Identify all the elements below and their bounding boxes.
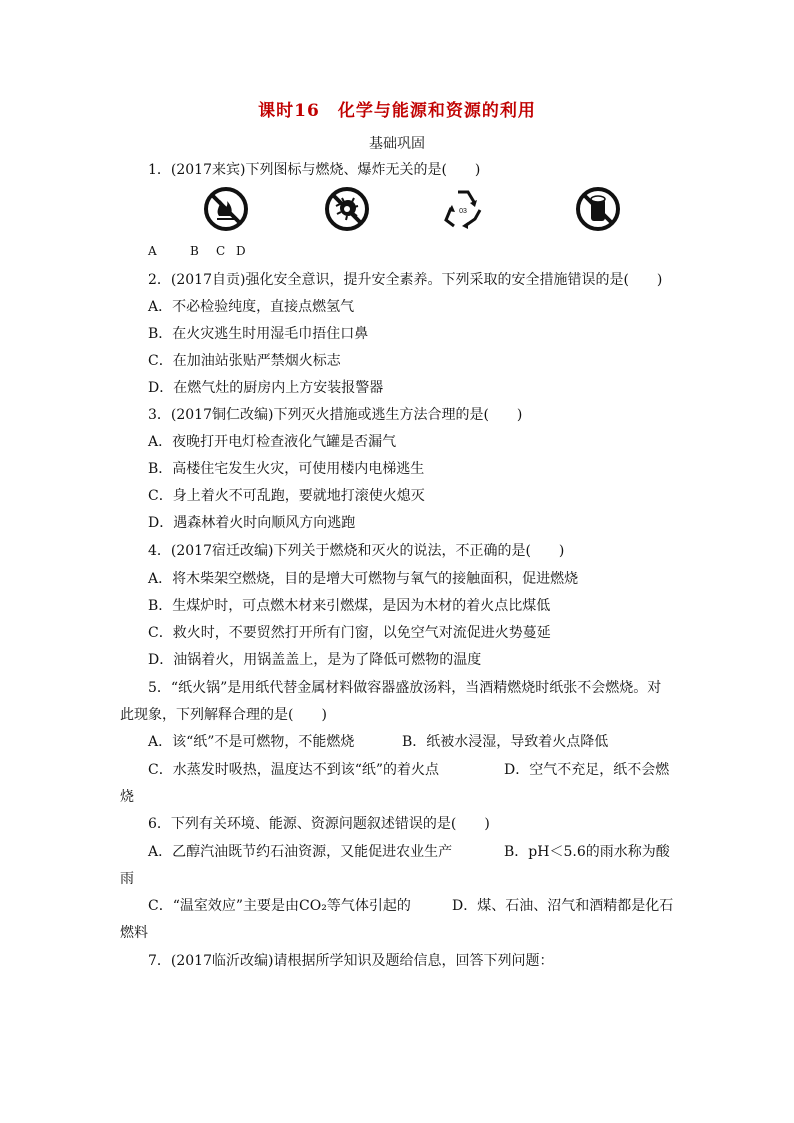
recycle-icon <box>440 186 486 232</box>
question-5-option-d: D．空气不充足，纸不会燃 <box>504 762 670 778</box>
question-1-stem: 1．(2017来宾)下列图标与燃烧、爆炸无关的是( ) <box>148 162 481 178</box>
question-6-option-b: B．pH＜5.6的雨水称为酸 <box>504 844 670 860</box>
option-letter-c: C <box>216 244 226 258</box>
question-3-option-b: B．高楼住宅发生火灾，可使用楼内电梯逃生 <box>148 461 425 477</box>
question-3-option-a: A．夜晚打开电灯检查液化气罐是否漏气 <box>148 434 397 450</box>
question-2-option-d: D．在燃气灶的厨房内上方安装报警器 <box>148 380 384 396</box>
question-4-option-c: C．救火时，不要贸然打开所有门窗，以免空气对流促进火势蔓延 <box>148 625 551 641</box>
question-7-stem: 7．(2017临沂改编)请根据所学知识及题给信息，回答下列问题： <box>148 953 554 969</box>
question-2-option-a: A．不必检验纯度，直接点燃氢气 <box>148 299 355 315</box>
question-6-option-d-continued: 燃料 <box>120 925 148 941</box>
question-5-stem-line-1: 5．“纸火锅”是用纸代替金属材料做容器盛放汤料，当酒精燃烧时纸张不会燃烧。对 <box>148 680 662 696</box>
question-5-option-a: A．该“纸”不是可燃物，不能燃烧 <box>148 734 355 750</box>
question-6-option-d: D．煤、石油、沼气和酒精都是化石 <box>452 898 674 914</box>
question-4-option-a: A．将木柴架空燃烧，目的是增大可燃物与氧气的接触面积，促进燃烧 <box>148 571 579 587</box>
page-title: 课时16 化学与能源和资源的利用 <box>258 101 536 121</box>
no-burning-icon <box>203 186 249 232</box>
option-letter-d: D <box>236 244 246 258</box>
question-4-stem: 4．(2017宿迁改编)下列关于燃烧和灭火的说法，不正确的是( ) <box>148 543 565 559</box>
question-3-stem: 3．(2017铜仁改编)下列灭火措施或逃生方法合理的是( ) <box>148 407 523 423</box>
question-2-option-c: C．在加油站张贴严禁烟火标志 <box>148 353 341 369</box>
svg-text:03: 03 <box>459 208 467 215</box>
question-5-option-b: B．纸被水浸湿，导致着火点降低 <box>402 734 609 750</box>
question-6-option-c: C．“温室效应”主要是由CO₂等气体引起的 <box>148 898 411 914</box>
option-letter-a: A <box>148 244 157 258</box>
question-4-option-d: D．油锅着火，用锅盖盖上，是为了降低可燃物的温度 <box>148 652 482 668</box>
question-3-option-d: D．遇森林着火时向顺风方向逃跑 <box>148 515 356 531</box>
question-2-stem: 2．(2017自贡)强化安全意识，提升安全素养。下列采取的安全措施错误的是( ) <box>148 272 663 288</box>
question-6-option-a: A．乙醇汽油既节约石油资源，又能促进农业生产 <box>148 844 453 860</box>
no-fireworks-icon <box>324 186 370 232</box>
question-5-option-c: C．水蒸发时吸热，温度达不到该“纸”的着火点 <box>148 762 440 778</box>
option-letter-b: B <box>190 244 199 258</box>
question-6-stem: 6．下列有关环境、能源、资源问题叙述错误的是( ) <box>148 816 490 832</box>
question-5-stem-line-2: 此现象，下列解释合理的是( ) <box>120 707 327 723</box>
question-1-icons <box>0 186 794 236</box>
question-3-option-c: C．身上着火不可乱跑，要就地打滚使火熄灭 <box>148 488 425 504</box>
question-5-option-d-continued: 烧 <box>120 789 134 805</box>
question-1-option-letters <box>148 244 246 258</box>
section-heading: 基础巩固 <box>369 136 425 152</box>
question-4-option-b: B．生煤炉时，可点燃木材来引燃煤，是因为木材的着火点比煤低 <box>148 598 551 614</box>
question-6-option-b-continued: 雨 <box>120 871 134 887</box>
no-gas-cylinder-icon <box>575 186 621 232</box>
question-2-option-b: B．在火灾逃生时用湿毛巾捂住口鼻 <box>148 326 369 342</box>
